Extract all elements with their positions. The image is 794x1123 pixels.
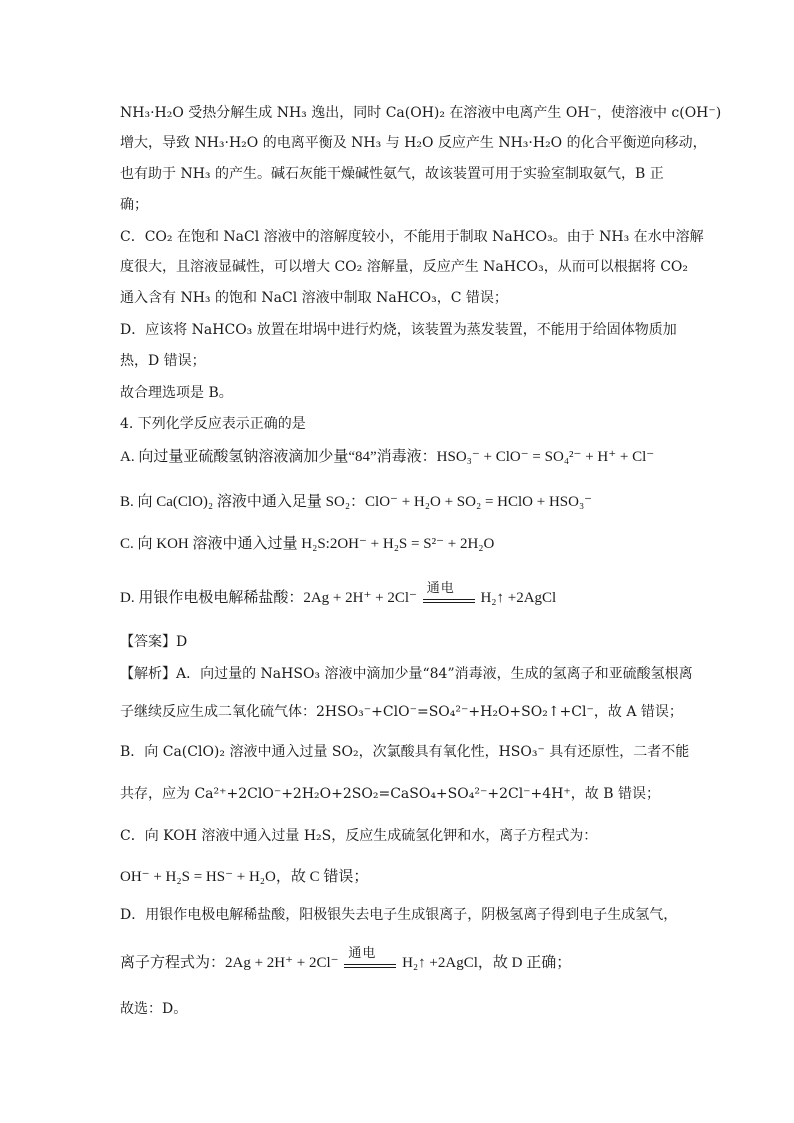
body-line-5: C．CO₂ 在饱和 NaCl 溶液中的溶解度较小，不能用于制取 NaHCO₃。由于 NH₃ 在水中溶解 <box>120 229 704 245</box>
analysis-d-2 <box>120 945 572 972</box>
body-line-10: 故合理选项是 B。 <box>120 385 233 401</box>
option-a: A. 向过量亚硫酸氢钠溶液滴加少量“84”消毒液：HSO₃⁻ + ClO⁻ = SO₄²⁻ + H⁺ + Cl⁻ <box>120 449 655 465</box>
option-c: C. 向 KOH 溶液中通入过量 H₂S:2OH⁻ + H₂S = S²⁻ + 2H₂O <box>120 536 495 552</box>
electrolysis-condition-2: 通电 <box>348 945 377 960</box>
body-line-3: 也有助于 NH₃ 的产生。碱石灰能干燥碱性氨气，故该装置可用于实验室制取氨气，B 正 <box>120 166 664 182</box>
analysis-a-2: 子继续反应生成二氧化硫气体：2HSO₃⁻+ClO⁻=SO₄²⁻+H₂O+SO₂↑+Cl⁻，故 A 错误； <box>120 704 683 720</box>
option-b: B. 向 Ca(ClO)₂ 溶液中通入足量 SO₂：ClO⁻ + H₂O + SO₂ = HClO + HSO₃⁻ <box>120 494 593 510</box>
analysis-b-2: 共存，应为 Ca²⁺+2ClO⁻+2H₂O+2SO₂=CaSO₄+SO₄²⁻+2Cl⁻+4H⁺，故 B 错误； <box>120 786 660 802</box>
body-line-7: 通入含有 NH₃ 的饱和 NaCl 溶液中制取 NaHCO₃，C 错误； <box>120 290 508 306</box>
analysis-d-1: D．用银作电极电解稀盐酸，阳极银失去电子生成银离子，阴极氢离子得到电子生成氢气， <box>120 907 678 923</box>
option-d <box>120 580 557 607</box>
analysis-c-1: C．向 KOH 溶液中通入过量 H₂S，反应生成硫氢化钾和水，离子方程式为： <box>120 828 598 844</box>
body-line-8: D．应该将 NaHCO₃ 放置在坩埚中进行灼烧，该装置为蒸发装置，不能用于给固体物质加 <box>120 322 677 338</box>
electrolysis-arrow <box>423 580 475 607</box>
body-line-9: 热，D 错误； <box>120 353 206 369</box>
conclusion: 故选：D。 <box>120 1001 188 1017</box>
analysis-a-1: 【解析】A．向过量的 NaHSO₃ 溶液中滴加少量“84”消毒液，生成的氢离子和亚硫酸氢根离 <box>120 666 693 682</box>
analysis-d-left: 离子方程式为：2Ag + 2H⁺ + 2Cl⁻ <box>120 955 339 971</box>
body-line-2: 增大，导致 NH₃·H₂O 的电离平衡及 NH₃ 与 H₂O 反应产生 NH₃·H₂O 的化合平衡逆向移动， <box>120 135 707 151</box>
option-d-right: H₂↑ +2AgCl <box>480 590 557 606</box>
analysis-d-right: H₂↑ +2AgCl，故 D 正确； <box>402 955 572 971</box>
answer-line: 【答案】D <box>120 634 188 650</box>
analysis-c-2: OH⁻ + H₂S = HS⁻ + H₂O，故 C 错误； <box>120 869 369 885</box>
option-d-left: D. 用银作电极电解稀盐酸：2Ag + 2H⁺ + 2Cl⁻ <box>120 590 417 606</box>
body-line-6: 度很大，且溶液显碱性，可以增大 CO₂ 溶解量，反应产生 NaHCO₃，从而可以根据将 CO₂ <box>120 259 689 275</box>
body-line-1: NH₃·H₂O 受热分解生成 NH₃ 逸出，同时 Ca(OH)₂ 在溶液中电离产生 OH⁻，使溶液中 c(OH⁻) <box>120 105 722 121</box>
electrolysis-arrow-2 <box>344 945 396 972</box>
electrolysis-condition: 通电 <box>426 580 455 595</box>
question-stem: 4. 下列化学反应表示正确的是 <box>120 416 306 432</box>
body-line-4: 确； <box>120 197 148 213</box>
analysis-b-1: B．向 Ca(ClO)₂ 溶液中通入过量 SO₂，次氯酸具有氧化性，HSO₃⁻ 具有还原性，二者不能 <box>120 744 690 760</box>
